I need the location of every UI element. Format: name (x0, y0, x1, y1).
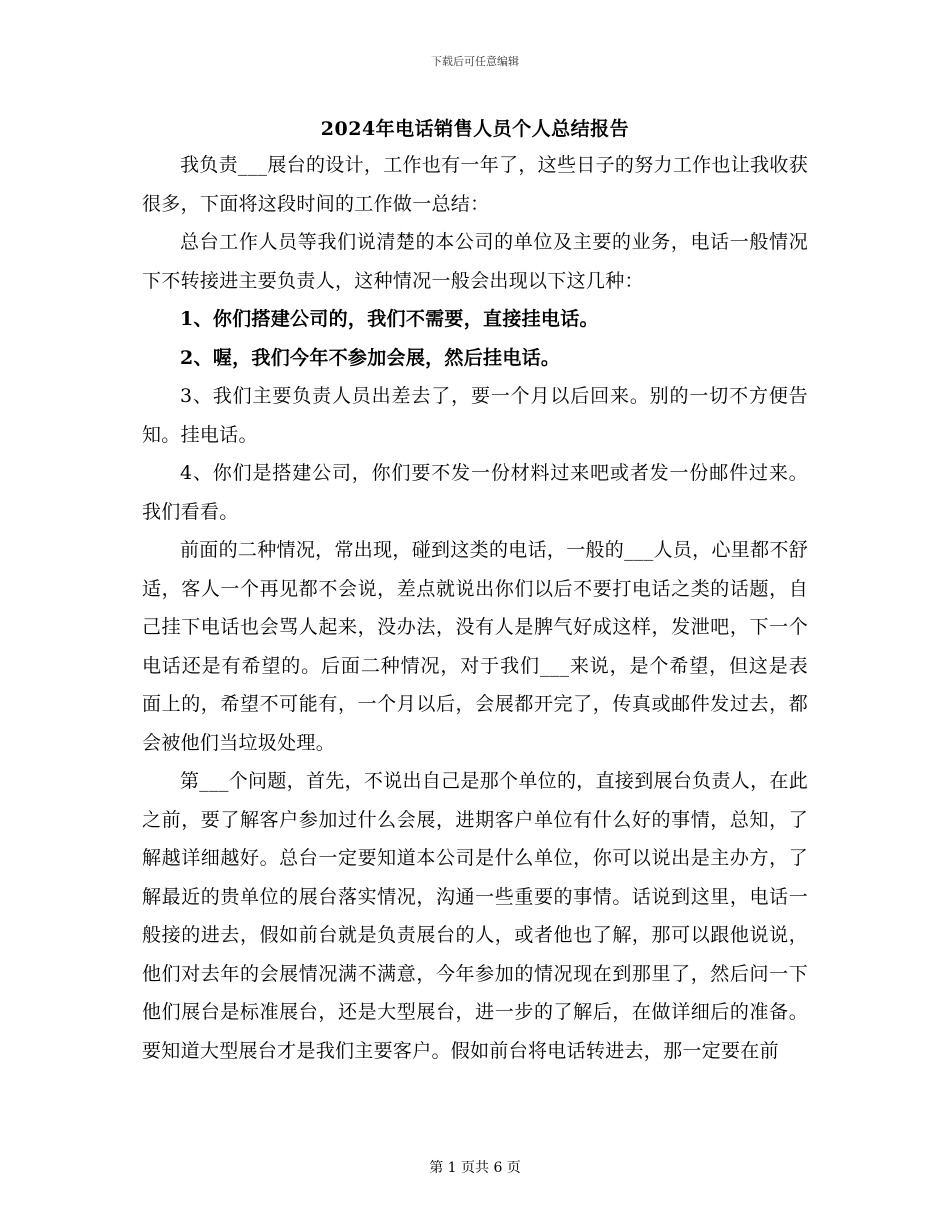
paragraph: 我负责___展台的设计，工作也有一年了，这些日子的努力工作也让我收获很多，下面将这段时间的工作做一总结： (142, 154, 808, 215)
paragraph: 3、我们主要负责人员出差去了，要一个月以后回来。别的一切不方便告知。挂电话。 (142, 385, 808, 446)
paragraph: 第___个问题，首先，不说出自己是那个单位的，直接到展台负责人，在此之前，要了解客户参加过什么会展，进期客户单位有什么好的事情，总知，了解越详细越好。总台一定要知道本公司是什么单位，你可以说出是主办方，了解最近的贵单位的展台落实情况，沟通一些重要的事情。话说到这里，电话一般接的进去，假如前台就是负责展台的人，或者他也了解，那可以跟他说说，他们对去年的会展情况满不满意，今年参加的情况现在到那里了，然后问一下他们展台是标准展台，还是大型展台，进一步的了解后，在做详细后的准备。要知道大型展台才是我们主要客户。假如前台将电话转进去，那一定要在前 (142, 770, 808, 1062)
paragraph-bold: 2、喔，我们今年不参加会展，然后挂电话。 (180, 346, 561, 369)
paragraph: 总台工作人员等我们说清楚的本公司的单位及主要的业务，电话一般情况下不转接进主要负责人，这种情况一般会出现以下这几种： (142, 231, 808, 292)
page-footer: 第 1 页共 6 页 (429, 1160, 521, 1176)
document-body (142, 146, 808, 1070)
paragraph-bold: 1、你们搭建公司的，我们不需要，直接挂电话。 (180, 308, 599, 330)
document-title: 2024年电话销售人员个人总结报告 (320, 118, 630, 140)
paragraph: 前面的二种情况，常出现，碰到这类的电话，一般的___人员，心里都不舒适，客人一个再见都不会说，差点就说出你们以后不要打电话之类的话题，自己挂下电话也会骂人起来，没办法，没有人是脾气好成这样，发泄吧，下一个电话还是有希望的。后面二种情况，对于我们___来说，是个希望，但这是表面上的，希望不可能有，一个月以后，会展都开完了，传真或邮件发过去，都会被他们当垃圾处理。 (142, 539, 808, 754)
paragraph: 4、你们是搭建公司，你们要不发一份材料过来吧或者发一份邮件过来。我们看看。 (142, 462, 808, 523)
page-header: 下载后可任意编辑 (431, 55, 519, 68)
